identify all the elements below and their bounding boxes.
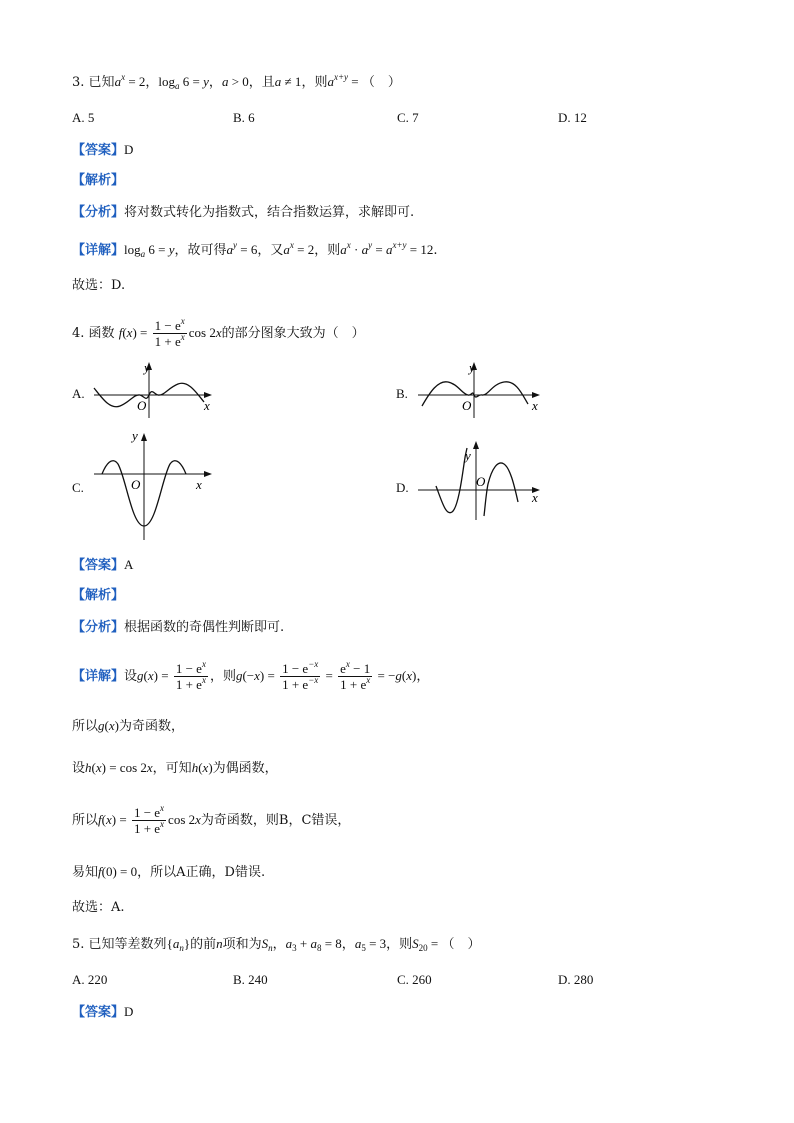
q5-answer: 【答案】D	[72, 1004, 134, 1020]
svg-text:y: y	[132, 428, 138, 443]
q4-line2: 所以g(x)为奇函数，	[72, 718, 184, 734]
graph-d	[412, 438, 547, 523]
q5-option-b: B. 240	[233, 972, 268, 987]
q3-analysis-title: 【解析】	[72, 173, 125, 188]
q3-option-a: A. 5	[72, 110, 95, 125]
q3-choose: 故选：D.	[72, 278, 126, 293]
svg-text:y: y	[465, 448, 471, 463]
q3-answer: 【答案】D	[72, 142, 134, 158]
graph-d-label: D.	[396, 480, 409, 495]
q3-option-d: D. 12	[558, 110, 587, 125]
graph-a-y: y	[144, 360, 150, 375]
q3-fenxi: 【分析】将对数式转化为指数式，结合指数运算，求解即可.	[72, 205, 415, 220]
q3-option-b: B. 6	[233, 110, 255, 125]
svg-text:y: y	[469, 360, 475, 375]
svg-text:O: O	[476, 474, 486, 489]
q4-line5: 易知f(0) = 0，所以A正确，D错误.	[72, 864, 266, 880]
q5-option-d: D. 280	[558, 972, 594, 987]
graph-b	[412, 358, 547, 420]
graph-a-label: A.	[72, 386, 85, 401]
graph-a	[88, 358, 218, 420]
graph-b-label: B.	[396, 386, 408, 401]
svg-text:x: x	[532, 490, 538, 505]
q4-analysis-title: 【解析】	[72, 588, 125, 603]
q4-line4: 所以f(x) = $\frac{1 - e^x}{1 + e^x}$ cos 2x为奇函数，则B，C错误，	[72, 803, 351, 836]
q5-option-c: C. 260	[397, 972, 432, 987]
svg-text:O: O	[462, 398, 472, 413]
svg-text:x: x	[196, 477, 202, 492]
q4-detail: 【详解】设g(x) = $\frac{1 - e^x}{1 + e^x}$ ，则g(−x) = $\frac{1 - e^{-x}}{1 + e^{-x}}$ = $\frac{e^x - 1}{1 + e^x}$ = −g(x)，	[72, 659, 430, 692]
q4-fenxi: 【分析】根据函数的奇偶性判断即可.	[72, 620, 285, 635]
q3-option-c: C. 7	[397, 110, 419, 125]
svg-text:x: x	[204, 398, 210, 413]
q3-stem: 3. 已知$a^x = 2$，$\log_a 6 = y$，a > 0，且a ≠ 1，则$a^{x+y}$ = （ ）	[72, 72, 401, 91]
q5-option-a: A. 220	[72, 972, 108, 987]
q4-answer: 【答案】A	[72, 557, 134, 573]
graph-c-label: C.	[72, 480, 84, 495]
svg-text:O: O	[137, 398, 147, 413]
graph-c	[88, 428, 218, 543]
svg-text:x: x	[532, 398, 538, 413]
q4-choose: 故选：A.	[72, 900, 125, 915]
q5-stem: 5. 已知等差数列$\{a_n\}$的前n项和为$S_n$，$a_3 + a_8 = 8$，$a_5 = 3$，则$S_{20}$ = （ ）	[72, 936, 481, 953]
q4-line3: 设h(x) = cos 2x，可知h(x)为偶函数，	[72, 760, 278, 776]
svg-text:O: O	[131, 477, 141, 492]
q4-stem: 4. 函数 f(x) = $\frac{1 - e^x}{1 + e^x}$ cos 2x的部分图象大致为（ ）	[72, 316, 365, 349]
q3-detail: 【详解】$\log_a 6 = y$，故可得$a^y = 6$，又$a^x = 2$，则$a^x \cdot a^y = a^{x+y} = 12$.	[72, 240, 438, 259]
